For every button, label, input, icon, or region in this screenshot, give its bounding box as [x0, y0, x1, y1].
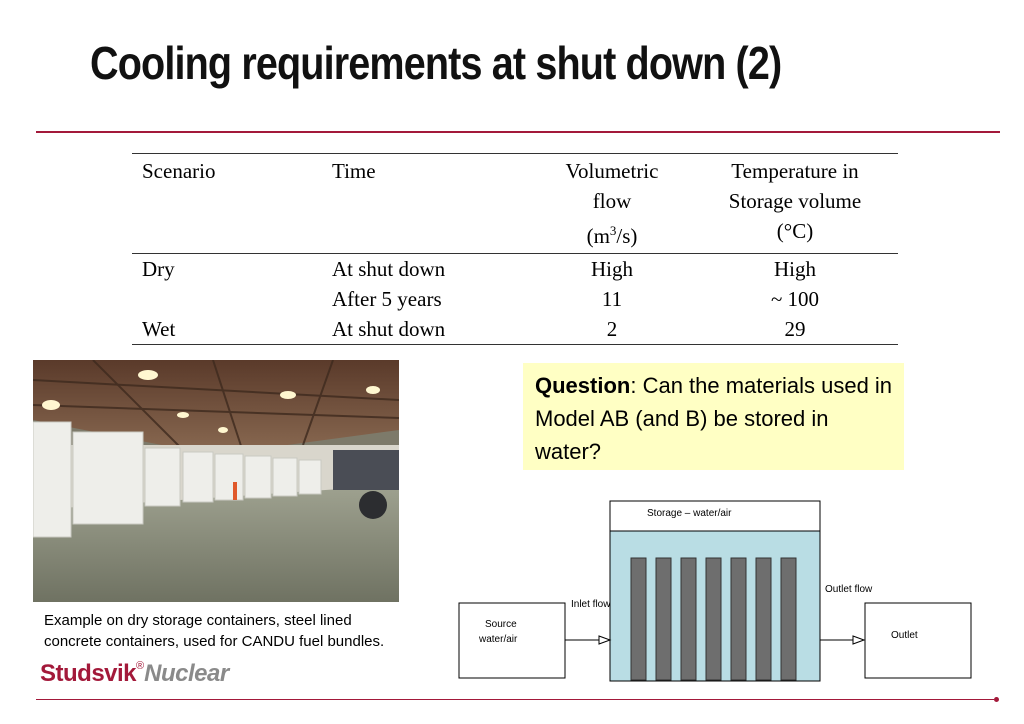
table-row — [132, 284, 898, 314]
cell-scenario: Wet — [132, 314, 322, 345]
header-temperature — [692, 154, 898, 254]
fuel-rod — [631, 558, 646, 680]
cell-flow: 2 — [532, 314, 692, 345]
logo-studsvik: Studsvik — [40, 660, 137, 687]
inlet-arrow — [565, 636, 610, 644]
cell-time: At shut down — [332, 257, 446, 281]
footer-dot — [994, 697, 999, 702]
question-label: Question — [535, 373, 631, 398]
cell-temp: High — [774, 257, 816, 281]
fuel-rod — [781, 558, 796, 680]
outlet-label: Outlet — [891, 630, 918, 641]
cell-temp: ~ 100 — [770, 287, 820, 311]
fuel-rod — [656, 558, 671, 680]
fuel-rod — [731, 558, 746, 680]
question-box — [523, 363, 904, 470]
outlet-flow-label: Outlet flow — [825, 584, 873, 595]
header-temp-line2: Storage volume — [728, 189, 862, 213]
cell-temp: 29 — [692, 314, 898, 345]
cell-flow: High — [591, 257, 633, 281]
cell-scenario: Dry — [142, 257, 175, 281]
fuel-rod — [706, 558, 721, 680]
cell-scenario — [132, 284, 322, 314]
fuel-rods — [631, 558, 796, 680]
cell-flow: 11 — [601, 287, 623, 311]
outlet-arrow — [820, 636, 864, 644]
footer-divider — [36, 699, 994, 700]
outlet-box — [865, 603, 971, 678]
header-flow-unit: $(m^3/s)$ — [586, 223, 638, 248]
slide-title: Cooling requirements at shut down (2) — [90, 37, 782, 89]
table-row — [132, 254, 898, 285]
photo-caption: Example on dry storage containers, steel lined concrete containers, used for CANDU fuel bundles. — [44, 612, 385, 650]
header-flow-line2: flow — [592, 189, 632, 213]
header-temp-line1: Temperature in — [731, 159, 859, 183]
header-time: Time — [322, 154, 532, 254]
header-temp-line3: (°C) — [776, 219, 814, 243]
storage-flow-diagram — [455, 498, 975, 684]
logo-registered: ® — [136, 660, 145, 672]
fuel-rod — [681, 558, 696, 680]
question-text: : Can the materials used in Model AB (and B) be stored in water? — [535, 373, 893, 464]
header-scenario: Scenario — [132, 154, 322, 254]
cell-time: After 5 years — [332, 287, 442, 311]
header-volumetric-flow — [532, 154, 692, 254]
source-label-line2: water/air — [479, 634, 518, 645]
fuel-rod — [756, 558, 771, 680]
title-divider — [36, 131, 1000, 133]
studsvik-nuclear-logo — [40, 660, 229, 688]
dry-storage-photo — [33, 360, 399, 602]
inlet-flow-label: Inlet flow — [571, 599, 611, 610]
table-row — [132, 314, 898, 345]
table-header-row — [132, 154, 898, 254]
source-label-line1: Source — [485, 619, 517, 630]
cooling-requirements-table — [132, 153, 898, 345]
storage-label: Storage – water/air — [647, 508, 732, 519]
cell-time: At shut down — [322, 314, 532, 345]
header-flow-line1: Volumetric — [565, 159, 659, 183]
logo-nuclear: Nuclear — [144, 660, 229, 687]
